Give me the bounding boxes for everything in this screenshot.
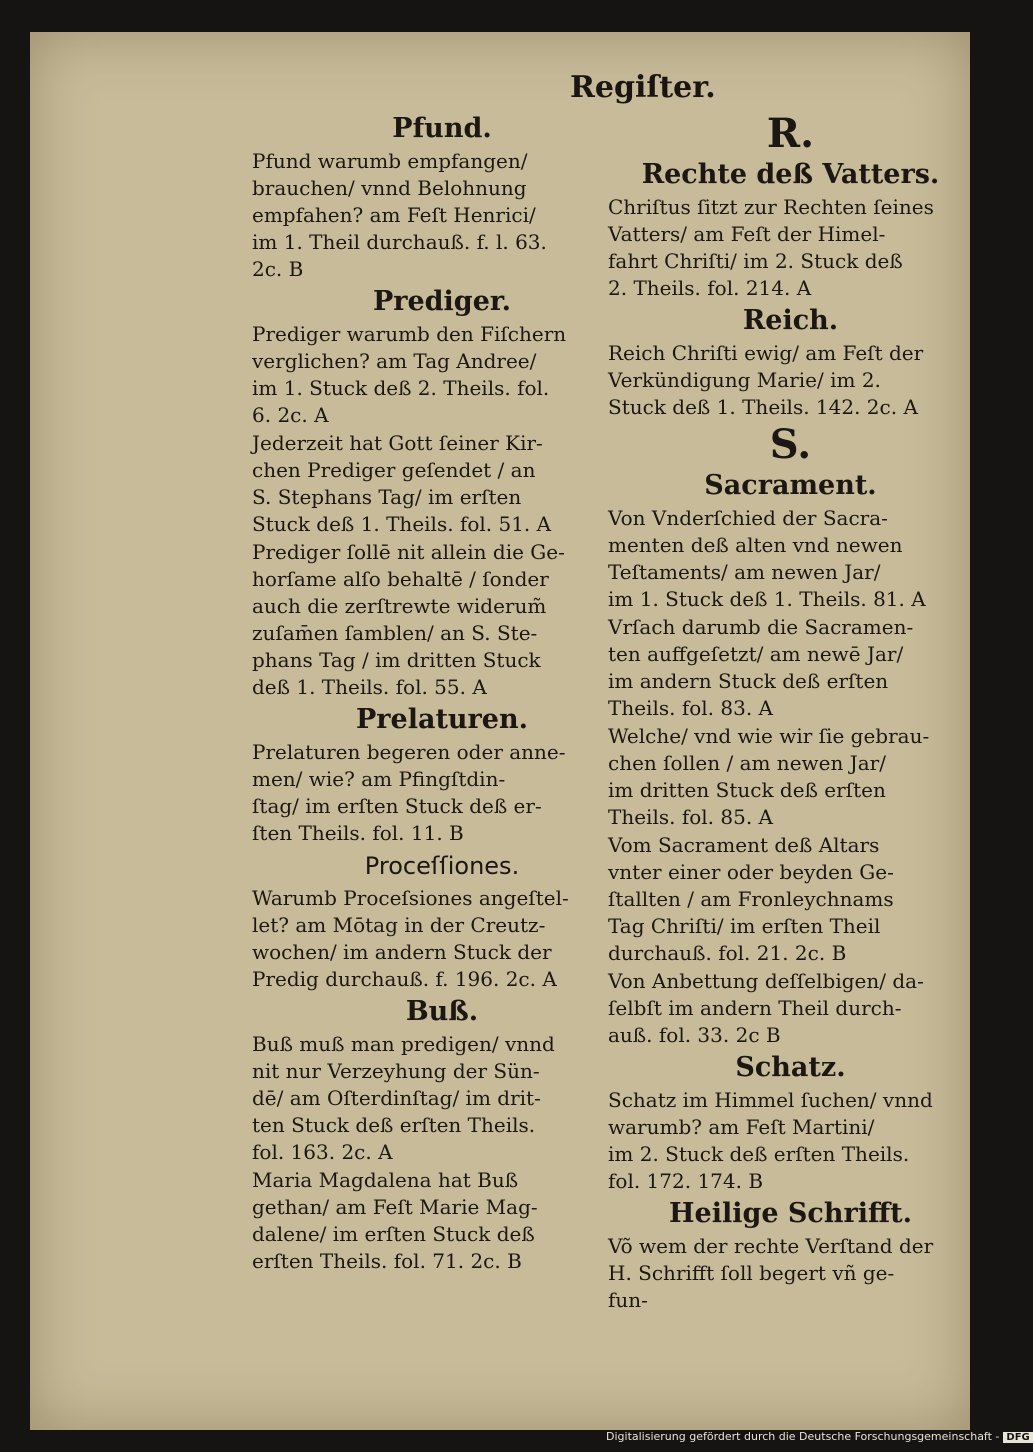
index-heading: Pfund. [392,113,492,144]
entry-line: im 1. Stuck deß 2. Theils. fol. [252,376,550,400]
footer-text: Digitalisierung gefördert durch die Deutsche Forschungsgemeinschaft - [606,1430,1000,1443]
entry-line: wochen/ im andern Stuck der [252,940,552,964]
entry-line: gethan/ am Feſt Marie Mag- [252,1195,538,1219]
entry-line: 6. 2c. A [252,403,329,427]
entry-line: ten Stuck deß erſten Theils. [252,1113,536,1137]
entry-line: fahrt Chriſti/ im 2. Stuck deß [608,249,903,273]
index-heading: Heilige Schrifft. [669,1198,912,1229]
index-heading: Reich. [742,305,839,336]
entry-line: Vrſach darumb die Sacramen- [608,615,914,639]
index-heading: Rechte deß Vatters. [641,159,940,190]
index-entry [252,539,632,701]
entry-line: Predig durchauß. f. 196. 2c. A [252,967,557,991]
index-heading: Buß. [405,996,479,1027]
entry-line: men/ wie? am Pfingſtdin- [252,767,506,791]
entry-line: ten auffgeſetzt/ am newē Jar/ [608,642,904,666]
entry-line: dē/ am Oſterdinſtag/ im drit- [252,1086,541,1110]
dfg-logo: DFG [1003,1432,1032,1443]
index-heading: Prediger. [372,286,512,317]
entry-line: dalene/ im erſten Stuck deß [252,1222,535,1246]
index-entry [252,321,632,429]
entry-line: im 1. Theil durchauß. f. l. 63. [252,230,547,254]
index-entry [608,614,973,722]
entry-line: Pfund warumb empfangen/ [252,149,528,173]
entry-line: fol. 163. 2c. A [252,1140,393,1164]
entry-line: empfahen? am Feſt Henrici/ [252,203,536,227]
entry-line: Stuck deß 1. Theils. fol. 51. A [252,512,552,536]
index-entry [608,1233,973,1314]
entry-line: im dritten Stuck deß erſten [608,778,886,802]
entry-line: Schatz im Himmel ſuchen/ vnnd [608,1088,933,1112]
entry-line: durchauß. fol. 21. 2c. B [608,941,847,965]
entry-line: Maria Magdalena hat Buß [252,1168,519,1192]
entry-line: 2c. B [252,257,304,281]
digitization-footer [606,1430,1033,1443]
entry-line: chen Prediger geſendet / an [252,458,536,482]
right-column [608,110,973,1315]
entry-line: erſten Theils. fol. 71. 2c. B [252,1249,522,1273]
index-heading: Sacrament. [704,470,877,501]
entry-line: chen ſollen / am newen Jar/ [608,751,886,775]
index-entry [252,885,632,993]
entry-line: Vatters/ am Feſt der Himel- [608,222,886,246]
entry-line: Von Anbettung deſſelbigen/ da- [608,969,924,993]
entry-line: H. Schrifft ſoll begert vñ ge- [608,1261,895,1285]
index-entry [252,148,632,283]
index-entry [608,1087,973,1195]
entry-line: menten deß alten vnd newen [608,533,903,557]
book-page [30,32,970,1430]
entry-line: im 1. Stuck deß 1. Theils. 81. A [608,587,926,611]
entry-line: Prediger warumb den Fiſchern [252,322,567,346]
index-heading: Proceſſiones. [364,852,520,880]
entry-line: vnter einer oder beyden Ge- [608,860,894,884]
entry-line: Vom Sacrament deß Altars [608,833,880,857]
index-entry [608,723,973,831]
entry-line: Verkündigung Marie/ im 2. [608,368,881,392]
index-entry [252,1167,632,1275]
entry-line: Warumb Proceſsiones angeſtel- [252,886,569,910]
entry-line: Teſtaments/ am newen Jar/ [608,560,881,584]
entry-line: phans Tag / im dritten Stuck [252,648,541,672]
index-entry [608,340,973,421]
entry-line: 2. Theils. fol. 214. A [608,276,812,300]
entry-line: ſten Theils. fol. 11. B [252,821,464,845]
entry-line: auß. fol. 33. 2c B [608,1023,781,1047]
entry-line: Prelaturen begeren oder anne- [252,740,566,764]
entry-line: Stuck deß 1. Theils. 142. 2c. A [608,395,918,419]
entry-line: Jederzeit hat Gott ſeiner Kir- [252,431,543,455]
entry-line: fol. 172. 174. B [608,1169,764,1193]
index-entry [252,1031,632,1166]
index-entry [608,968,973,1049]
entry-line: ſtallten / am Fronleychnams [608,887,894,911]
entry-line: Buß muß man predigen/ vnnd [252,1032,555,1056]
entry-line: im 2. Stuck deß erſten Theils. [608,1142,910,1166]
entry-line: horſame alſo behaltē / ſonder [252,567,549,591]
index-entry [608,505,973,613]
entry-line: auch die zerſtrewte widerum̃ [252,594,547,618]
index-heading: R. [766,110,815,157]
entry-line: verglichen? am Tag Andree/ [252,349,537,373]
index-heading: S. [769,421,812,468]
entry-line: Prediger ſollē nit allein die Ge- [252,540,565,564]
index-entry [252,739,632,847]
index-heading: Prelaturen. [356,704,528,735]
entry-line: zuſam̄en ſamblen/ an S. Ste- [252,621,538,645]
entry-line: im andern Stuck deß erſten [608,669,889,693]
entry-line: S. Stephans Tag/ im erſten [252,485,522,509]
entry-line: ſelbſt im andern Theil durch- [608,996,902,1020]
left-column [252,110,632,1276]
entry-line: Von Vnderſchied der Sacra- [608,506,888,530]
index-entry [608,832,973,967]
index-entry [608,194,973,302]
index-heading: Schatz. [735,1052,846,1083]
entry-line: Reich Chriſti ewig/ am Feſt der [608,341,924,365]
running-head: Regiſter. [570,70,716,105]
entry-line: brauchen/ vnnd Belohnung [252,176,527,200]
entry-line: nit nur Verzeyhung der Sün- [252,1059,540,1083]
entry-line: Welche/ vnd wie wir ſie gebrau- [608,724,930,748]
entry-line: warumb? am Feſt Martini/ [608,1115,875,1139]
index-entry [252,430,632,538]
entry-line: ſtag/ im erſten Stuck deß er- [252,794,542,818]
entry-line: Võ wem der rechte Verſtand der [608,1234,934,1258]
entry-line: Chriſtus ſitzt zur Rechten ſeines [608,195,934,219]
entry-line: deß 1. Theils. fol. 55. A [252,675,487,699]
entry-line: Theils. fol. 83. A [608,696,773,720]
entry-line: Tag Chriſti/ im erſten Theil [608,914,881,938]
entry-line: fun- [608,1288,648,1312]
entry-line: Theils. fol. 85. A [608,805,773,829]
entry-line: let? am Mōtag in der Creutz- [252,913,546,937]
